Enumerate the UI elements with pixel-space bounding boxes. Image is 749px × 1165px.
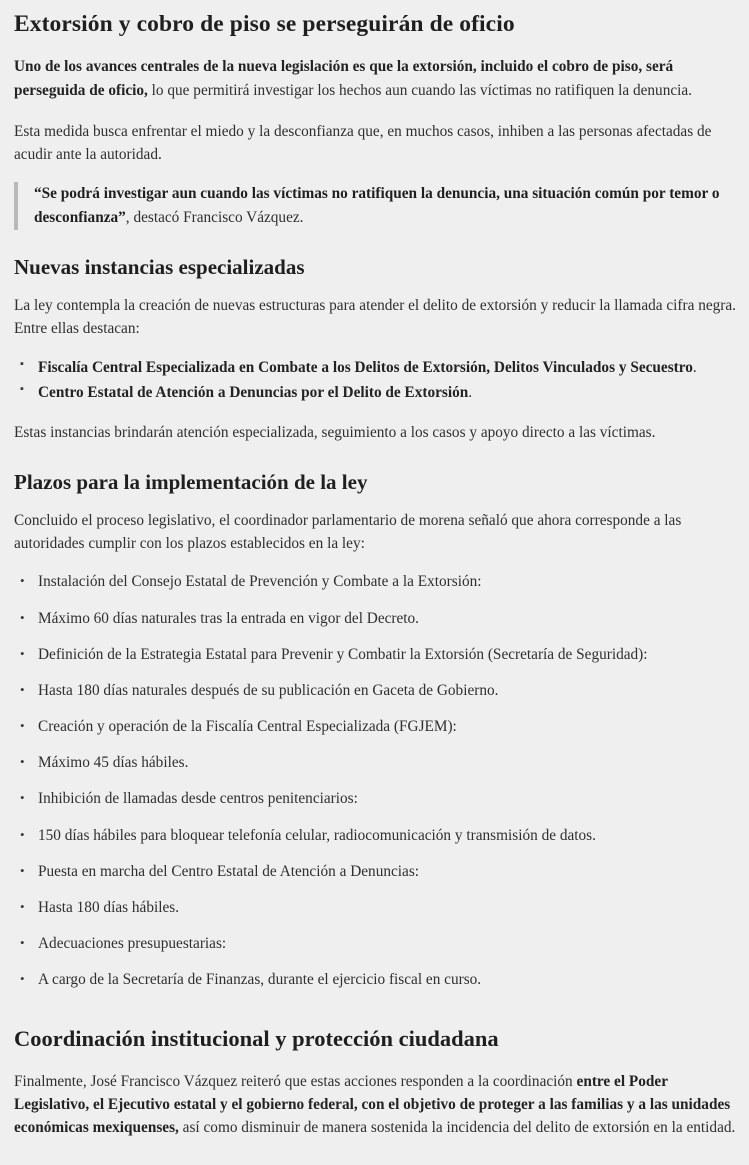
list-item-label: Definición de la Estrategia Estatal para Prevenir y Combatir la Extorsión (Secretaría de Seguridad): bbox=[38, 645, 648, 663]
list-item bbox=[14, 680, 741, 702]
round-bullet-icon: • bbox=[20, 645, 25, 661]
round-bullet-icon: • bbox=[20, 971, 25, 987]
list-item bbox=[14, 861, 741, 883]
plazos-list bbox=[14, 571, 741, 991]
section-heading-instancias: Nuevas instancias especializadas bbox=[14, 254, 305, 279]
list-item-label: Adecuaciones presupuestarias: bbox=[38, 935, 227, 953]
list-item-rest: . bbox=[692, 358, 697, 376]
page-title: Extorsión y cobro de piso se perseguirán de oficio bbox=[14, 11, 515, 37]
list-item-label: 150 días hábiles para bloquear telefonía celular, radiocomunicación y transmisión de datos. bbox=[38, 826, 596, 844]
list-item-rest: . bbox=[468, 384, 473, 402]
pull-quote bbox=[14, 182, 741, 229]
lead-paragraph-rest: lo que permitirá investigar los hechos aun cuando las víctimas no ratifiquen la denuncia. bbox=[147, 81, 692, 99]
closing-part1: Finalmente, José Francisco Vázquez reiteró que estas acciones responden a la coordinación bbox=[14, 1072, 577, 1090]
lead-paragraph-bold: Uno de los avances centrales de la nueva legislación es que la extorsión, incluido el cobro de piso, será perseguida de oficio, bbox=[14, 58, 674, 99]
list-item bbox=[14, 608, 741, 630]
list-item bbox=[14, 716, 741, 738]
instancias-list bbox=[14, 357, 741, 406]
round-bullet-icon: • bbox=[20, 935, 25, 951]
second-paragraph: Esta medida busca enfrentar el miedo y la desconfianza que, en muchos casos, inhiben a las personas afectadas de acudir ante la autoridad. bbox=[14, 122, 712, 164]
list-item bbox=[14, 382, 741, 405]
round-bullet-icon: • bbox=[20, 898, 25, 914]
pull-quote-attribution: , destacó Francisco Vázquez. bbox=[125, 209, 304, 227]
square-bullet-icon: ▪ bbox=[20, 357, 24, 370]
round-bullet-icon: • bbox=[20, 790, 25, 806]
section-outro-instancias: Estas instancias brindarán atención especializada, seguimiento a los casos y apoyo directo a las víctimas. bbox=[14, 424, 656, 442]
lead-paragraph bbox=[14, 55, 741, 102]
square-bullet-icon: ▪ bbox=[20, 383, 24, 396]
closing-paragraph bbox=[14, 1070, 741, 1140]
list-item-bold: Centro Estatal de Atención a Denuncias por el Delito de Extorsión bbox=[38, 384, 469, 402]
section-heading-coordinacion: Coordinación institucional y protección ciudadana bbox=[14, 1026, 499, 1052]
list-item-label: Creación y operación de la Fiscalía Central Especializada (FGJEM): bbox=[38, 718, 457, 736]
round-bullet-icon: • bbox=[20, 609, 25, 625]
section-intro-plazos: Concluido el proceso legislativo, el coordinador parlamentario de morena señaló que ahora corresponde a las autoridades cumplir con los plazos establecidos en la ley: bbox=[14, 511, 682, 553]
round-bullet-icon: • bbox=[20, 681, 25, 697]
round-bullet-icon: • bbox=[20, 826, 25, 842]
closing-part2: así como disminuir de manera sostenida la incidencia del delito de extorsión en la entidad. bbox=[178, 1119, 736, 1137]
list-item bbox=[14, 571, 741, 593]
list-item bbox=[14, 752, 741, 774]
list-item-label: Máximo 45 días hábiles. bbox=[38, 754, 189, 772]
section-intro-instancias: La ley contempla la creación de nuevas estructuras para atender el delito de extorsión y reducir la llamada cifra negra. Entre ellas destacan: bbox=[14, 297, 737, 338]
list-item bbox=[14, 357, 741, 380]
list-item-label: A cargo de la Secretaría de Finanzas, durante el ejercicio fiscal en curso. bbox=[38, 971, 482, 989]
closing-bold: entre el Poder Legislativo, el Ejecutivo estatal y el gobierno federal, con el objetivo de proteger a las familias y a las unidades económicas mexiquenses, bbox=[14, 1072, 731, 1137]
list-item-label: Inhibición de llamadas desde centros penitenciarios: bbox=[38, 790, 358, 808]
pull-quote-text: “Se podrá investigar aun cuando las víctimas no ratifiquen la denuncia, una situación común por temor o desconfianza” bbox=[34, 185, 720, 227]
list-item bbox=[14, 897, 741, 919]
list-item-bold: Fiscalía Central Especializada en Combate a los Delitos de Extorsión, Delitos Vinculados y Secuestro bbox=[38, 358, 693, 376]
list-item-label: Instalación del Consejo Estatal de Prevención y Combate a la Extorsión: bbox=[38, 573, 482, 591]
list-item bbox=[14, 644, 741, 666]
round-bullet-icon: • bbox=[20, 573, 25, 589]
round-bullet-icon: • bbox=[20, 754, 25, 770]
list-item-label: Hasta 180 días naturales después de su publicación en Gaceta de Gobierno. bbox=[38, 681, 499, 699]
list-item bbox=[14, 825, 741, 847]
list-item bbox=[14, 788, 741, 810]
round-bullet-icon: • bbox=[20, 862, 25, 878]
round-bullet-icon: • bbox=[20, 718, 25, 734]
list-item bbox=[14, 933, 741, 955]
section-heading-plazos: Plazos para la implementación de la ley bbox=[14, 469, 368, 494]
list-item bbox=[14, 969, 741, 991]
list-item-label: Hasta 180 días hábiles. bbox=[38, 898, 180, 916]
list-item-label: Puesta en marcha del Centro Estatal de Atención a Denuncias: bbox=[38, 862, 420, 880]
list-item-label: Máximo 60 días naturales tras la entrada en vigor del Decreto. bbox=[38, 609, 420, 627]
